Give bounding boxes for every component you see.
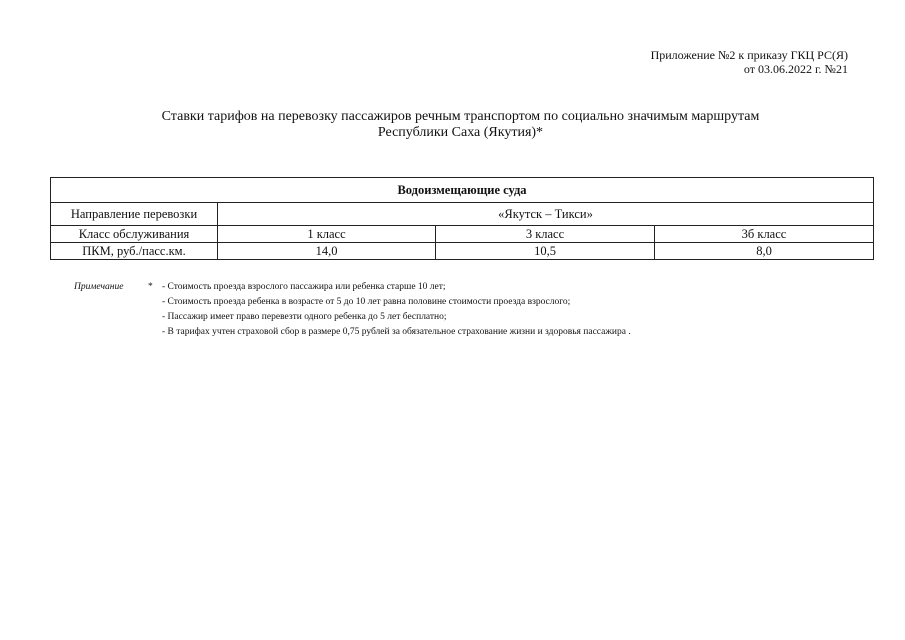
- title-line-2: Республики Саха (Якутия)*: [377, 125, 544, 140]
- note-row: [74, 295, 631, 310]
- direction-label: Направление перевозки: [51, 203, 218, 226]
- appendix-line-2: от 03.06.2022 г. №21: [743, 62, 848, 76]
- appendix-reference: [651, 48, 848, 76]
- direction-value: «Якутск – Тикси»: [218, 203, 874, 226]
- direction-row: [51, 203, 874, 226]
- document-title: [0, 109, 905, 141]
- tariff-table: [50, 177, 874, 260]
- title-line-1: Ставки тарифов на перевозку пассажиров речным транспортом по социально значимым маршрутам: [161, 109, 760, 124]
- rate-label: ПКМ, руб./пасс.км.: [51, 243, 218, 260]
- note-item: - Пассажир имеет право перевезти одного ребенка до 5 лет бесплатно;: [162, 312, 447, 322]
- notes-section: [74, 280, 631, 340]
- note-row: [74, 325, 631, 340]
- class-cell: 3 класс: [436, 226, 655, 243]
- class-cell: 1 класс: [218, 226, 436, 243]
- notes-caption: Примечание: [74, 282, 124, 292]
- note-row: [74, 310, 631, 325]
- rate-cell: 8,0: [655, 243, 874, 260]
- note-item: - Стоимость проезда ребенка в возрасте от 5 до 10 лет равна половине стоимости проезда взрослого;: [162, 297, 571, 307]
- note-item: - Стоимость проезда взрослого пассажира или ребенка старше 10 лет;: [162, 282, 446, 292]
- class-row: [51, 226, 874, 243]
- appendix-line-1: Приложение №2 к приказу ГКЦ РС(Я): [650, 48, 848, 62]
- class-label: Класс обслуживания: [51, 226, 218, 243]
- table-header-row: [51, 178, 874, 203]
- rate-row: [51, 243, 874, 260]
- note-row: [74, 280, 631, 295]
- notes-marker: *: [148, 282, 153, 292]
- section-title: Водоизмещающие суда: [51, 178, 874, 203]
- class-cell: 3б класс: [655, 226, 874, 243]
- note-item: - В тарифах учтен страховой сбор в размере 0,75 рублей за обязательное страхование жизни и здоровья пассажира .: [162, 327, 631, 337]
- rate-cell: 10,5: [436, 243, 655, 260]
- rate-cell: 14,0: [218, 243, 436, 260]
